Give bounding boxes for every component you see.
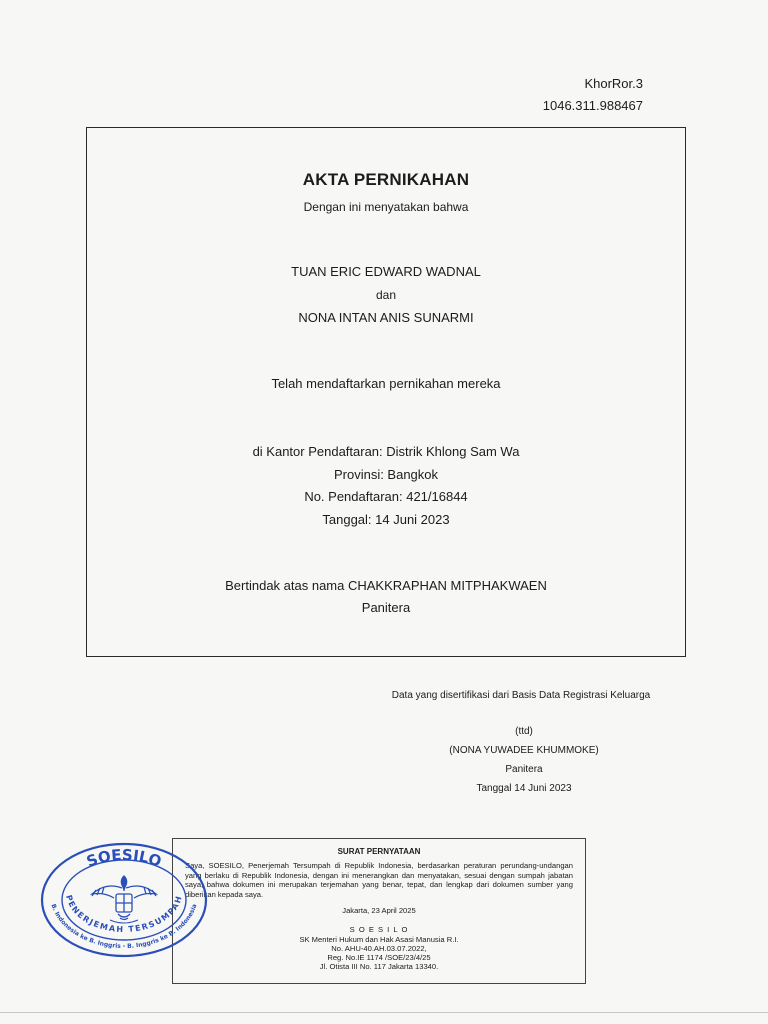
statement-place-date: Jakarta, 23 April 2025 xyxy=(342,906,416,915)
bottom-divider xyxy=(0,1012,768,1013)
garuda-emblem-icon xyxy=(92,876,156,923)
statement-reg-number: Reg. No.IE 1174 /SOE/23/4/25 xyxy=(327,953,431,962)
stamp-role-text: PENERJEMAH TERSUMPAH xyxy=(64,893,184,935)
statement-title: SURAT PERNYATAAN xyxy=(337,847,421,856)
certification-signed: (ttd) xyxy=(515,726,533,737)
registration-province: Provinsi: Bangkok xyxy=(333,467,439,482)
translator-stamp xyxy=(38,842,210,962)
document-code: KhorRor.3 xyxy=(584,76,643,91)
certification-role: Panitera xyxy=(505,764,543,775)
acting-role: Panitera xyxy=(361,600,411,615)
acting-for: Bertindak atas nama CHAKKRAPHAN MITPHAKWAEN xyxy=(225,578,547,593)
translator-statement-box xyxy=(172,838,586,984)
statement-address: Jl. Otista III No. 117 Jakarta 13340. xyxy=(319,962,439,971)
stamp-name-text: SOESILO xyxy=(84,845,164,871)
registration-date: Tanggal: 14 Juni 2023 xyxy=(322,512,450,527)
spouse-2-name: NONA INTAN ANIS SUNARMI xyxy=(298,310,474,325)
certificate-title: AKTA PERNIKAHAN xyxy=(302,170,470,189)
certification-date: Tanggal 14 Juni 2023 xyxy=(476,783,572,794)
certificate-intro: Dengan ini menyatakan bahwa xyxy=(303,200,469,214)
certification-source: Data yang disertifikasi dari Basis Data Registrasi Keluarga xyxy=(391,690,651,701)
statement-decree-number: No. AHU-40.AH.03.07.2022, xyxy=(331,944,427,953)
certificate-box xyxy=(86,127,686,657)
registration-statement: Telah mendaftarkan pernikahan mereka xyxy=(271,376,501,391)
spouse-1-name: TUAN ERIC EDWARD WADNAL xyxy=(291,264,481,279)
registration-number: No. Pendaftaran: 421/16844 xyxy=(304,489,468,504)
statement-body: Saya, SOESILO, Penerjemah Tersumpah di Republik Indonesia, berdasarkan peraturan perundang-undangan yang berlaku di Republik Indonesia, dengan ini menerangkan dan menyatakan, sesuai dengan sumpah jabatan saya, bahwa dokumen ini merupakan terjemahan yang benar, tepat, dan lengkap dari dokumen sumber yang diberikan kepada saya. xyxy=(185,861,573,899)
statement-decree: SK Menteri Hukum dan Hak Asasi Manusia R.I. xyxy=(299,935,459,944)
statement-translator: S O E S I L O xyxy=(349,925,409,934)
conjunction: dan xyxy=(375,288,397,302)
registration-office: di Kantor Pendaftaran: Distrik Khlong Sam Wa xyxy=(252,444,520,459)
stamp-languages-text: B. Indonesia ke B. Inggris - B. Inggris ke B. Indonesia xyxy=(49,903,199,950)
document-number: 1046.311.988467 xyxy=(542,98,643,113)
certification-name: (NONA YUWADEE KHUMMOKE) xyxy=(449,745,599,756)
